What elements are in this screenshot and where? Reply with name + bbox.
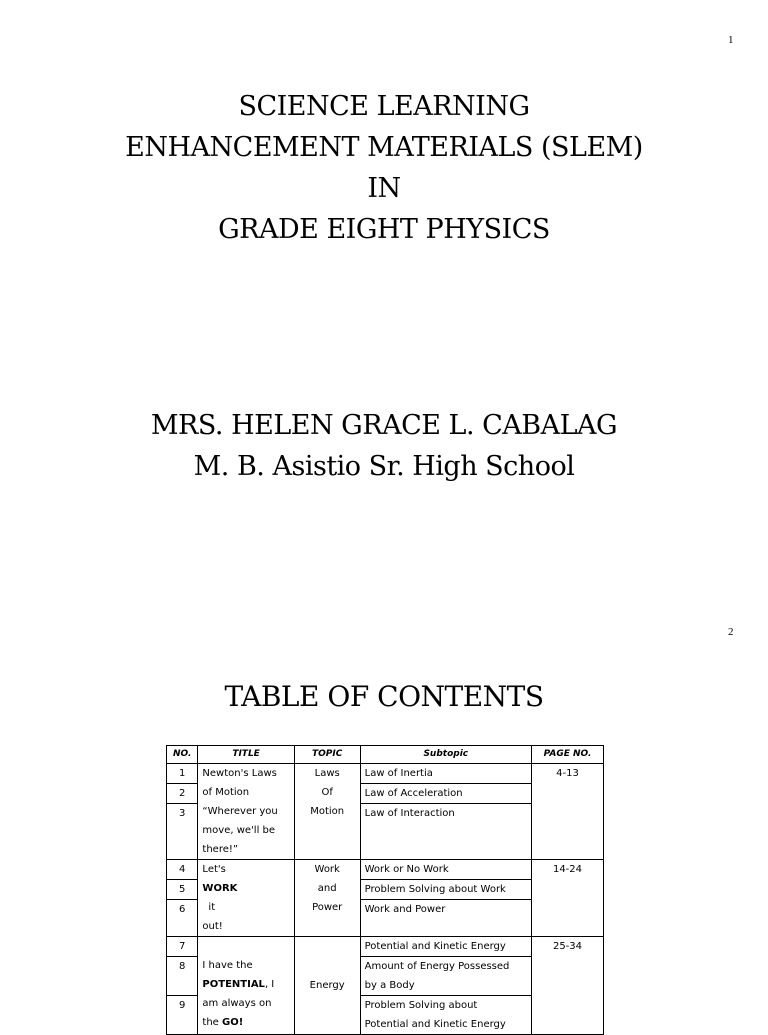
col-subtopic-header: Subtopic bbox=[360, 746, 531, 764]
title-line-2: ENHANCEMENT MATERIALS (SLEM) bbox=[125, 132, 643, 163]
subtopic-cell: Law of Acceleration bbox=[360, 784, 531, 804]
table-header-row bbox=[167, 746, 604, 764]
row-number: 8 bbox=[167, 957, 198, 996]
document-title bbox=[0, 86, 768, 250]
subtopic-cell: Problem Solving about Work bbox=[360, 880, 531, 900]
row-number: 6 bbox=[167, 900, 198, 937]
subtopic-cell: Work and Power bbox=[360, 900, 531, 937]
lesson-topic: Energy bbox=[294, 937, 360, 1035]
row-number: 5 bbox=[167, 880, 198, 900]
page-number-1: 1 bbox=[728, 34, 734, 46]
row-number: 1 bbox=[167, 764, 198, 784]
subtopic-cell: Potential and Kinetic Energy bbox=[360, 937, 531, 957]
page-number-2: 2 bbox=[728, 626, 734, 638]
page-range: 14-24 bbox=[531, 860, 603, 937]
row-number: 2 bbox=[167, 784, 198, 804]
lesson-topic: Laws Of Motion bbox=[294, 764, 360, 860]
page-range: 25-34 bbox=[531, 937, 603, 1035]
lesson-title: Let's WORK it out! bbox=[198, 860, 294, 937]
lesson-title: I have the POTENTIAL, I am always on the GO! bbox=[198, 937, 294, 1035]
col-topic-header: TOPIC bbox=[294, 746, 360, 764]
toc-heading: TABLE OF CONTENTS bbox=[224, 680, 544, 713]
table-row bbox=[167, 860, 604, 880]
subtopic-cell: Law of Interaction bbox=[360, 804, 531, 860]
subtopic-cell: Amount of Energy Possessed by a Body bbox=[360, 957, 531, 996]
title-line-4: GRADE EIGHT PHYSICS bbox=[218, 214, 550, 245]
table-row bbox=[167, 937, 604, 957]
subtopic-cell: Problem Solving about Potential and Kinetic Energy bbox=[360, 996, 531, 1035]
col-no-header: NO. bbox=[167, 746, 198, 764]
col-title-header: TITLE bbox=[198, 746, 294, 764]
row-number: 4 bbox=[167, 860, 198, 880]
table-of-contents bbox=[166, 745, 604, 1035]
lesson-topic: Work and Power bbox=[294, 860, 360, 937]
author-block bbox=[0, 405, 768, 487]
school-name: M. B. Asistio Sr. High School bbox=[193, 451, 575, 482]
page-range: 4-13 bbox=[531, 764, 603, 860]
table-row bbox=[167, 764, 604, 784]
subtopic-cell: Law of Inertia bbox=[360, 764, 531, 784]
author-name: MRS. HELEN GRACE L. CABALAG bbox=[150, 410, 618, 441]
title-line-1: SCIENCE LEARNING bbox=[238, 91, 530, 122]
title-line-3: IN bbox=[367, 173, 401, 204]
row-number: 3 bbox=[167, 804, 198, 860]
row-number: 7 bbox=[167, 937, 198, 957]
row-number: 9 bbox=[167, 996, 198, 1035]
subtopic-cell: Work or No Work bbox=[360, 860, 531, 880]
col-page-header: PAGE NO. bbox=[531, 746, 603, 764]
lesson-title: Newton's Laws of Motion “Wherever you move, we'll be there!” bbox=[198, 764, 294, 860]
